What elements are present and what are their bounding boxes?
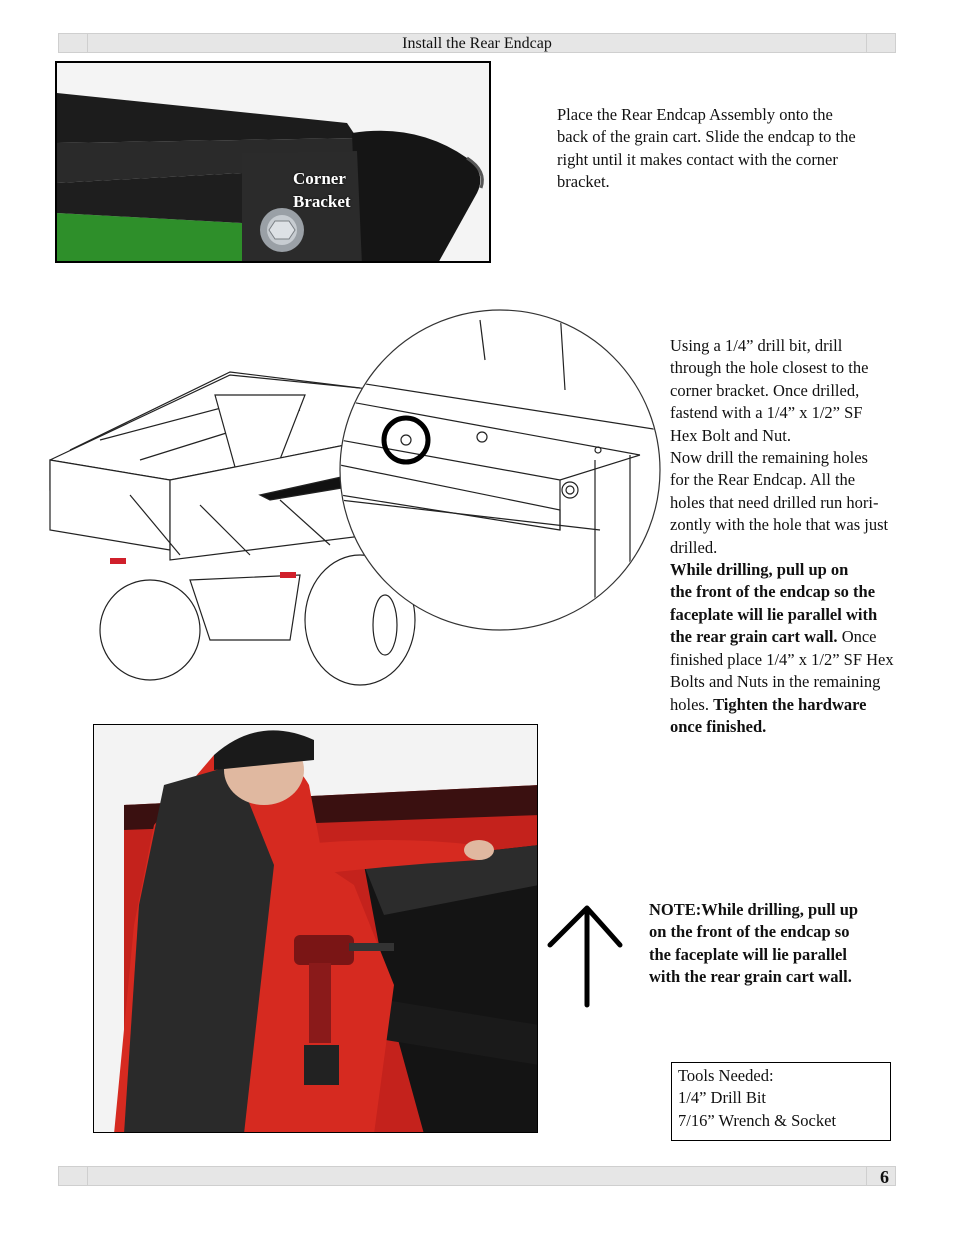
footer-bar — [58, 1166, 896, 1186]
tools-needed-box — [671, 1062, 891, 1141]
drilling-illustration — [94, 725, 538, 1133]
up-arrow-icon — [545, 900, 625, 1010]
tools-item: 1/4” Drill Bit — [678, 1088, 766, 1108]
header-bar — [58, 33, 896, 53]
left-tail-light — [110, 558, 126, 564]
magnified-detail — [340, 310, 660, 630]
note-line: the faceplate will lie parallel — [649, 944, 847, 964]
drilling-photo — [93, 724, 538, 1133]
step2-line: drilled. — [670, 537, 718, 557]
step2-line: for the Rear Endcap. All the — [670, 470, 856, 490]
grain-cart-diagram — [40, 300, 670, 710]
step2-line: Hex Bolt and Nut. — [670, 425, 791, 445]
step2-line: fastend with a 1/4” x 1/2” SF — [670, 403, 863, 423]
step2-line — [670, 559, 930, 581]
step2-line: Bolts and Nuts in the remaining — [670, 672, 881, 692]
drilling-note — [649, 899, 909, 989]
footer-bar-left-segment — [59, 1167, 88, 1185]
corner-bracket-photo — [55, 61, 491, 263]
step2-bold-text: once finished. — [670, 716, 767, 736]
step2-line: zontly with the hole that was just — [670, 515, 889, 535]
step1-instructions: Place the Rear Endcap Assembly onto the back of the grain cart. Slide the endcap to the right until it makes contact with the corner bracket. — [557, 105, 856, 192]
step2-bold-text: Tighten the hardware — [713, 694, 867, 714]
right-tail-light — [280, 572, 296, 578]
page-title: Install the Rear Endcap — [402, 35, 552, 52]
step2-line — [670, 626, 930, 648]
corner-bracket-label — [293, 167, 351, 213]
note-line: NOTE:While drilling, pull up — [649, 900, 859, 919]
step2-bold-text: faceplate will lie parallel with — [670, 604, 878, 624]
note-line: with the rear grain cart wall. — [649, 967, 852, 987]
step2-bold-text: the front of the endcap so the — [670, 582, 876, 602]
step2-line — [670, 716, 930, 738]
step2-line: corner bracket. Once drilled, — [670, 380, 860, 400]
step2-line: through the hole closest to the — [670, 358, 869, 378]
corner-bracket-illustration — [57, 63, 491, 263]
step2-line: holes that need drilled run hori- — [670, 492, 879, 512]
corner-bracket-label-line2: Bracket — [293, 192, 351, 211]
step2-bold-text: the rear grain cart wall. — [670, 627, 838, 647]
step2-line — [670, 604, 930, 626]
tools-title: Tools Needed: — [678, 1066, 774, 1085]
step2-line: Now drill the remaining holes — [670, 448, 868, 468]
tools-item: 7/16” Wrench & Socket — [678, 1110, 837, 1130]
step2-line: finished place 1/4” x 1/2” SF Hex — [670, 649, 894, 669]
page-number: 6 — [880, 1167, 889, 1187]
corner-bracket-label-line1: Corner — [293, 169, 346, 188]
step2-bold-text: While drilling, pull up on — [670, 560, 849, 580]
step2-text: Once — [837, 627, 877, 647]
step2-line — [670, 694, 930, 716]
note-line: on the front of the endcap so — [649, 922, 850, 942]
step2-instructions — [670, 335, 930, 738]
step2-text: holes. — [670, 694, 714, 714]
step2-line: Using a 1/4” drill bit, drill — [670, 336, 843, 355]
step2-line — [670, 581, 930, 603]
